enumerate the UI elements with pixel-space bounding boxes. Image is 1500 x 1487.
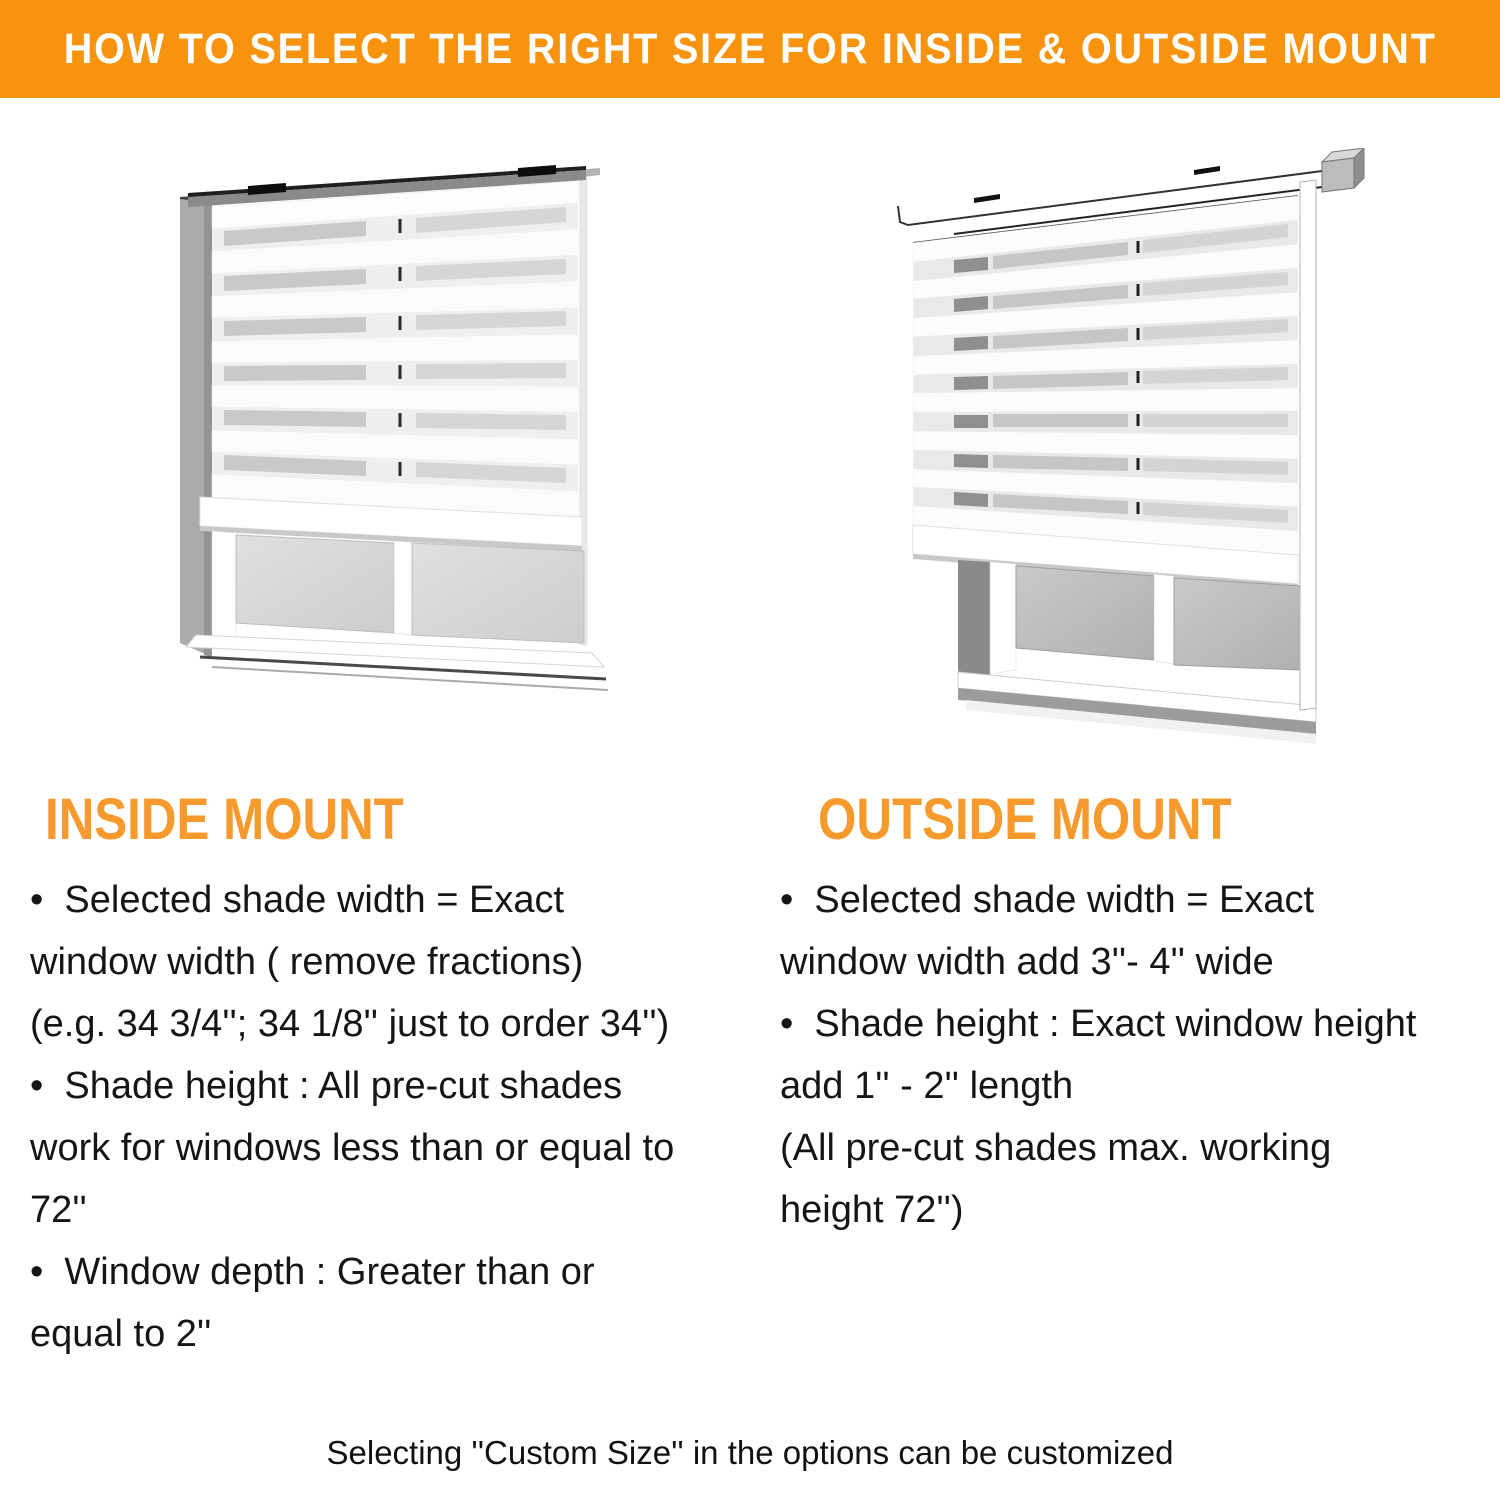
outside-mount-heading: OUTSIDE MOUNT <box>818 787 1232 852</box>
window-lower-panes <box>186 531 608 690</box>
header-bar <box>0 0 1500 98</box>
mounting-bracket <box>1322 148 1364 192</box>
inside-line-6: 72'' <box>30 1189 87 1231</box>
outside-mount-text <box>780 869 1490 1241</box>
inside-mount-text <box>30 869 750 1365</box>
window-right-frame <box>1300 180 1316 710</box>
window-lower-panes <box>958 560 1316 744</box>
zebra-shade <box>913 196 1298 589</box>
outside-line-6: height 72'') <box>780 1189 964 1231</box>
inside-mount-heading: INSIDE MOUNT <box>45 787 404 852</box>
inside-line-7: • Window depth : Greater than or <box>30 1251 595 1293</box>
outside-line-3: • Shade height : Exact window height <box>780 1003 1417 1045</box>
inside-line-8: equal to 2'' <box>30 1313 212 1355</box>
custom-size-note: Selecting ''Custom Size'' in the options can be customized <box>326 1434 1174 1471</box>
inside-line-5: work for windows less than or equal to <box>30 1127 675 1169</box>
inside-line-1: • Selected shade width = Exact <box>30 879 565 921</box>
outside-line-4: add 1'' - 2'' length <box>780 1065 1074 1107</box>
inside-mount-illustration <box>170 145 640 745</box>
outside-mount-drawing <box>888 148 1378 768</box>
inside-line-3: (e.g. 34 3/4''; 34 1/8'' just to order 34'') <box>30 1003 670 1045</box>
page-title: HOW TO SELECT THE RIGHT SIZE FOR INSIDE & OUTSIDE MOUNT <box>63 24 1437 73</box>
outside-line-1: • Selected shade width = Exact <box>780 879 1315 921</box>
outside-line-2: window width add 3''- 4'' wide <box>780 941 1274 983</box>
inside-mount-drawing <box>170 145 640 745</box>
outside-mount-illustration <box>888 148 1378 768</box>
zebra-shade <box>200 181 582 551</box>
inside-line-4: • Shade height : All pre-cut shades <box>30 1065 623 1107</box>
inside-line-2: window width ( remove fractions) <box>30 941 584 983</box>
outside-line-5: (All pre-cut shades max. working <box>780 1127 1332 1169</box>
